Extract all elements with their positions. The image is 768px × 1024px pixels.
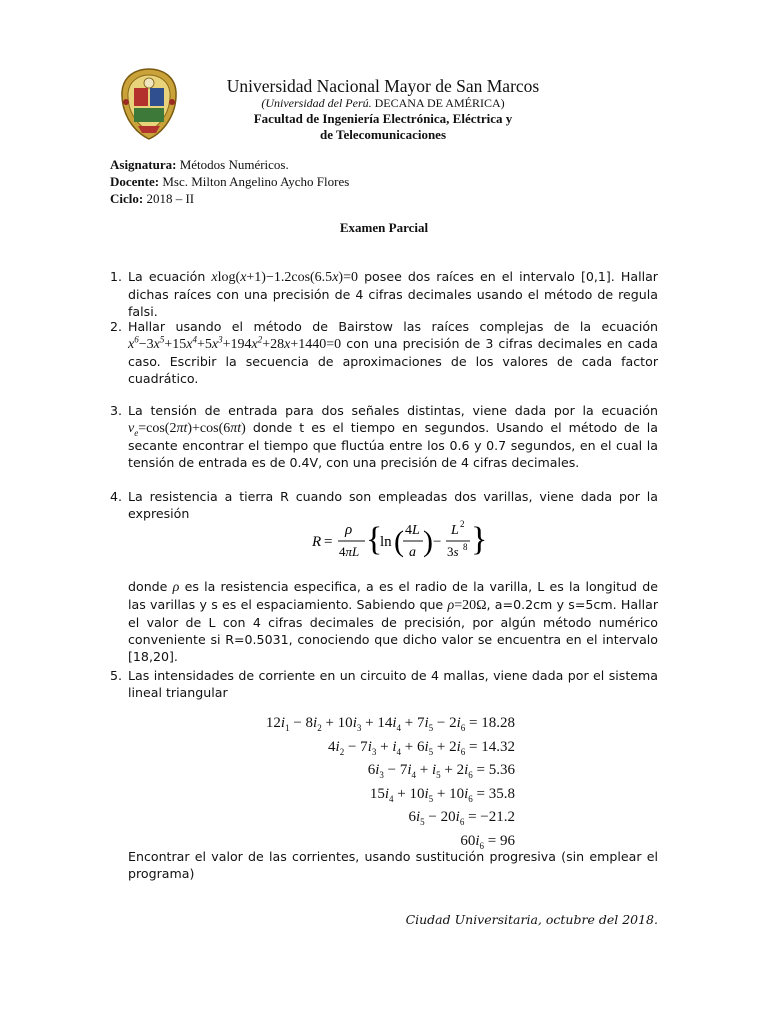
svg-text:ρ: ρ	[345, 522, 353, 538]
svg-text:−: −	[433, 534, 442, 550]
question-text: La tensión de entrada para dos señales distintas, viene dada por la ecuación $v_e=\cos(2\pi t)+\cos(6\pi t)$ donde t es el tiempo en segundos. Usando el método de la secante encontrar el tiempo que fluctúa entre los 0.6 y 0.7 segundos, en el cual la tensión de entrada es de 0.4V, con una precisión de 4 cifras decimales.	[128, 403, 658, 470]
teacher-value: Msc. Milton Angelino Aycho Flores	[162, 174, 350, 189]
svg-text:R: R	[312, 534, 322, 550]
svg-text:=: =	[324, 534, 333, 550]
polynomial-equation: $x^6-3x^5+15x^4+5x^3+194x^2+28x+1440=0$	[128, 334, 342, 352]
teacher-row	[110, 173, 349, 190]
system-row-5: $6i_5 - 20i_6 = -21.2$	[408, 809, 515, 827]
footer-place-date: Ciudad Universitaria, octubre del 2018.	[405, 912, 658, 927]
svg-text:3s: 3s	[447, 544, 459, 559]
question-number: 2.	[110, 319, 123, 334]
cycle-value: 2018 – II	[146, 191, 195, 206]
question-5	[110, 667, 658, 701]
svg-text:2: 2	[460, 519, 465, 529]
teacher-label: Docente:	[110, 174, 160, 189]
rhs-value: 5.36	[488, 762, 515, 778]
svg-text:}: }	[471, 521, 488, 558]
question-text: Las intensidades de corriente en un circuito de 4 mallas, viene dada por el sistema lineal triangular	[128, 668, 658, 700]
linear-system	[266, 712, 515, 853]
subject-label: Asignatura:	[110, 157, 177, 172]
question-number: 3.	[110, 403, 123, 418]
header-block	[200, 76, 566, 143]
question-2	[110, 318, 658, 387]
exam-title: Examen Parcial	[339, 220, 429, 235]
question-3	[110, 402, 658, 471]
university-name: Universidad Nacional Mayor de San Marcos	[226, 76, 540, 96]
cycle-row	[110, 190, 349, 207]
resistance-formula	[310, 514, 490, 564]
question-number: 5.	[110, 668, 123, 683]
subject-row	[110, 156, 349, 173]
svg-text:ln: ln	[380, 534, 392, 550]
rhs-value: 35.8	[488, 785, 515, 802]
rho-symbol: ρ	[172, 580, 180, 595]
voltage-equation: $v_e=\cos(2\pi t)+\cos(6\pi t)$	[128, 421, 246, 438]
question-text: Hallar usando el método de Bairstow las raíces complejas de la ecuación $x^6-3x^5+15x^4+5x^3+194x^2+28x+1440=0$ con una precisión de 3 cifras decimales en cada caso. Escribir la secuencia de aproximaciones de los valores de cada factor cuadrático.	[128, 319, 658, 386]
rhs-value: 96	[500, 832, 515, 849]
question-1	[110, 268, 658, 320]
question-number: 1.	[110, 269, 123, 284]
university-seal-icon	[118, 66, 180, 142]
question-text: Encontrar el valor de las corrientes, usando sustitución progresiva (sin emplear el programa)	[128, 849, 658, 881]
subject-value: Métodos Numéricos.	[179, 157, 289, 172]
faculty-line-2: de Telecomunicaciones	[319, 127, 447, 142]
svg-text:4L: 4L	[405, 523, 420, 538]
system-row-3: $6i_3 - 7i_4 + i_5 + 2i_6 = 5.36$	[367, 762, 515, 780]
rhs-value: 14.32	[481, 738, 515, 755]
question-text: La ecuación xlog(x+1)−1.2cos(6.5x)=0 posee dos raíces en el intervalo [0,1]. Hallar dichas raíces con una precisión de 4 cifras decimales usando el método de regula falsi.	[128, 269, 658, 319]
svg-text:): )	[423, 525, 433, 558]
system-row-6: $60i_6 = 96$	[460, 832, 515, 851]
cycle-label: Ciclo:	[110, 191, 144, 206]
svg-text:(: (	[394, 525, 404, 558]
equation-1: xlog(x+1)−1.2cos(6.5x)=0	[211, 270, 358, 285]
svg-text:a: a	[409, 545, 416, 560]
exam-meta	[110, 156, 349, 207]
rho-value: ρ=20Ω	[447, 598, 487, 613]
svg-text:8: 8	[463, 542, 468, 552]
question-number: 4.	[110, 489, 123, 504]
subtitle-italic: (Universidad del Perú.	[261, 96, 372, 110]
subtitle-normal: DECANA DE AMÉRICA)	[374, 96, 505, 110]
svg-text:4πL: 4πL	[339, 544, 360, 559]
question-5-continuation	[110, 848, 658, 882]
system-row-4: $15i_4 + 10i_5 + 10i_6 = 35.8$	[369, 785, 515, 804]
rhs-value: −21.2	[480, 809, 515, 825]
question-text: La resistencia a tierra R cuando son empleadas dos varillas, viene dada por la expresión	[128, 489, 658, 521]
rhs-value: 18.28	[481, 715, 515, 731]
university-subtitle	[200, 96, 566, 111]
svg-text:L: L	[451, 523, 459, 538]
svg-text:{: {	[366, 521, 383, 558]
question-text: donde ρ es la resistencia especifica, a es el radio de la varilla, L es la longitud de las varillas y s es el espaciamiento. Sabiendo que ρ=20Ω, a=0.2cm y s=5cm. Hallar el valor de L con 4 cifras decimales de precisión, por algún método numérico conveniente si R=0.5031, conociendo que dicho valor se encuentra en el intervalo [18,20].	[128, 579, 658, 664]
question-4-continuation	[110, 578, 658, 665]
system-row-2: $4i_2 - 7i_3 + i_4 + 6i_5 + 2i_6 = 14.32$	[328, 738, 515, 757]
faculty-line-1: Facultad de Ingeniería Electrónica, Eléctrica y	[253, 111, 513, 126]
system-row-1: $12i_1 - 8i_2 + 10i_3 + 14i_4 + 7i_5 - 2i_6 = 18.28$	[265, 715, 515, 733]
